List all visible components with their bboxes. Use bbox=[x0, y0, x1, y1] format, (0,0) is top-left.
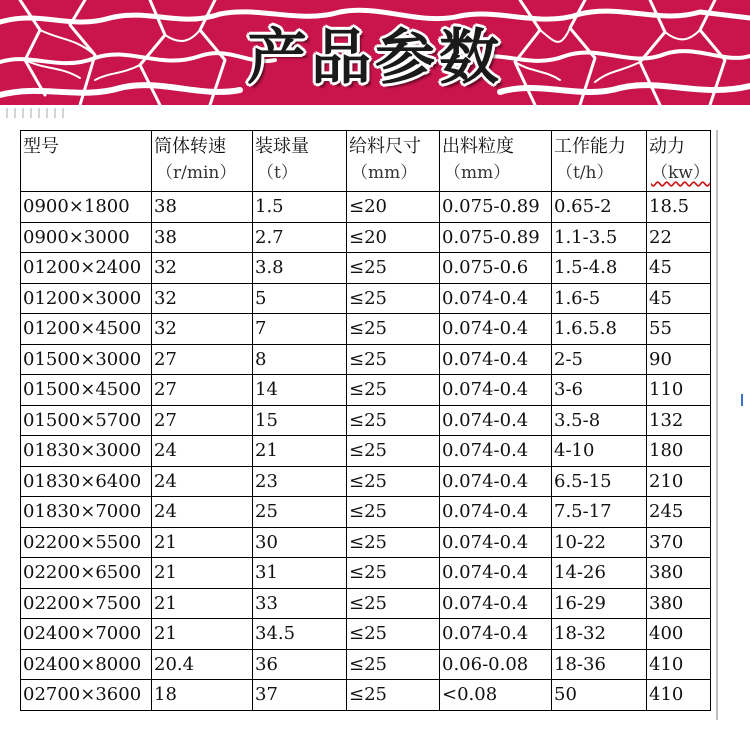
table-cell: ≤25 bbox=[347, 405, 440, 436]
table-cell: 45 bbox=[647, 283, 711, 314]
table-cell: 3.8 bbox=[253, 253, 347, 284]
table-row bbox=[21, 344, 711, 375]
table-cell: 38 bbox=[152, 222, 253, 253]
table-cell: 132 bbox=[647, 405, 711, 436]
table-cell: 27 bbox=[152, 375, 253, 406]
table-row bbox=[21, 314, 711, 345]
table-header bbox=[21, 131, 711, 192]
table-cell: 27 bbox=[152, 405, 253, 436]
table-row bbox=[21, 253, 711, 284]
table-cell: 400 bbox=[647, 619, 711, 650]
table-cell: 7.5-17 bbox=[552, 497, 647, 528]
product-parameter-table bbox=[20, 130, 711, 711]
table-row bbox=[21, 283, 711, 314]
table-cell: 18-32 bbox=[552, 619, 647, 650]
table-cell: 1.5-4.8 bbox=[552, 253, 647, 284]
table-cell: 7 bbox=[253, 314, 347, 345]
banner-title: 产品参数 bbox=[247, 22, 503, 93]
table-cell: 8 bbox=[253, 344, 347, 375]
table-cell: 02200×6500 bbox=[21, 558, 152, 589]
table-row bbox=[21, 619, 711, 650]
table-cell: 38 bbox=[152, 192, 253, 223]
table-cell: ≤25 bbox=[347, 466, 440, 497]
table-cell: 21 bbox=[152, 588, 253, 619]
table-cell: 02400×7000 bbox=[21, 619, 152, 650]
table-cell: 50 bbox=[552, 680, 647, 711]
table-cell: 5 bbox=[253, 283, 347, 314]
table-cell: 20.4 bbox=[152, 649, 253, 680]
table-cell: 0.075-0.89 bbox=[440, 192, 552, 223]
table-cell: ≤20 bbox=[347, 192, 440, 223]
table-cell: 25 bbox=[253, 497, 347, 528]
table-cell: 2.7 bbox=[253, 222, 347, 253]
col-header-capacity: 工作能力 （t/h） bbox=[552, 131, 647, 192]
table-cell: <0.08 bbox=[440, 680, 552, 711]
table-cell: 410 bbox=[647, 649, 711, 680]
table-cell: 14-26 bbox=[552, 558, 647, 589]
table-cell: 02400×8000 bbox=[21, 649, 152, 680]
table-cell: 0900×3000 bbox=[21, 222, 152, 253]
table-cell: 32 bbox=[152, 283, 253, 314]
table-cell: 24 bbox=[152, 497, 253, 528]
table-cell: ≤25 bbox=[347, 344, 440, 375]
table-cell: 3-6 bbox=[552, 375, 647, 406]
table-cell: 21 bbox=[152, 558, 253, 589]
table-cell: ≤25 bbox=[347, 436, 440, 467]
table-cell: 36 bbox=[253, 649, 347, 680]
text-cursor-mark bbox=[741, 394, 743, 406]
table-cell: ≤25 bbox=[347, 283, 440, 314]
table-cell: 21 bbox=[152, 527, 253, 558]
table-cell: 45 bbox=[647, 253, 711, 284]
table-row bbox=[21, 466, 711, 497]
table-cell: 18-36 bbox=[552, 649, 647, 680]
table-cell: 380 bbox=[647, 588, 711, 619]
table-row bbox=[21, 649, 711, 680]
table-row bbox=[21, 405, 711, 436]
table-cell: 0900×1800 bbox=[21, 192, 152, 223]
table-cell: 1.6-5 bbox=[552, 283, 647, 314]
table-cell: 380 bbox=[647, 558, 711, 589]
table-cell: ≤25 bbox=[347, 314, 440, 345]
table-cell: 1.6.5.8 bbox=[552, 314, 647, 345]
table-cell: 370 bbox=[647, 527, 711, 558]
table-cell: 02700×3600 bbox=[21, 680, 152, 711]
col-header-feed-size: 给料尺寸 （mm） bbox=[347, 131, 440, 192]
table-cell: 32 bbox=[152, 253, 253, 284]
table-cell: 0.06-0.08 bbox=[440, 649, 552, 680]
table-cell: 30 bbox=[253, 527, 347, 558]
table-cell: 0.074-0.4 bbox=[440, 436, 552, 467]
table-cell: 55 bbox=[647, 314, 711, 345]
table-cell: 180 bbox=[647, 436, 711, 467]
table-cell: 0.074-0.4 bbox=[440, 619, 552, 650]
table-cell: 31 bbox=[253, 558, 347, 589]
table-cell: 0.074-0.4 bbox=[440, 314, 552, 345]
table-cell: ≤25 bbox=[347, 649, 440, 680]
table-cell: 2-5 bbox=[552, 344, 647, 375]
table-cell: 01500×4500 bbox=[21, 375, 152, 406]
table-cell: 18.5 bbox=[647, 192, 711, 223]
table-cell: 01500×3000 bbox=[21, 344, 152, 375]
col-header-output-size: 出料粒度 （mm） bbox=[440, 131, 552, 192]
table-cell: 410 bbox=[647, 680, 711, 711]
table-cell: 0.074-0.4 bbox=[440, 283, 552, 314]
table-cell: 0.074-0.4 bbox=[440, 344, 552, 375]
table-cell: 24 bbox=[152, 436, 253, 467]
table-row bbox=[21, 222, 711, 253]
table-cell: 10-22 bbox=[552, 527, 647, 558]
table-cell: 6.5-15 bbox=[552, 466, 647, 497]
table-cell: 01200×3000 bbox=[21, 283, 152, 314]
table-cell: 22 bbox=[647, 222, 711, 253]
col-header-power: 动力 （kw） bbox=[647, 131, 711, 192]
table-cell: 34.5 bbox=[253, 619, 347, 650]
table-row bbox=[21, 527, 711, 558]
table-cell: 1.5 bbox=[253, 192, 347, 223]
table-cell: 18 bbox=[152, 680, 253, 711]
separator-line bbox=[0, 108, 750, 118]
table-cell: ≤25 bbox=[347, 253, 440, 284]
col-header-model: 型号 bbox=[21, 131, 152, 192]
table-row bbox=[21, 588, 711, 619]
table-cell: ≤25 bbox=[347, 680, 440, 711]
table-cell: 21 bbox=[253, 436, 347, 467]
table-cell: 33 bbox=[253, 588, 347, 619]
table-cell: 0.074-0.4 bbox=[440, 497, 552, 528]
table-cell: ≤25 bbox=[347, 588, 440, 619]
table-cell: 16-29 bbox=[552, 588, 647, 619]
table-cell: 0.074-0.4 bbox=[440, 375, 552, 406]
table-cell: 21 bbox=[152, 619, 253, 650]
col-header-speed: 筒体转速 （r/min） bbox=[152, 131, 253, 192]
table-cell: 15 bbox=[253, 405, 347, 436]
table-row bbox=[21, 497, 711, 528]
table-cell: 01500×5700 bbox=[21, 405, 152, 436]
banner bbox=[0, 0, 750, 105]
table-cell: 01830×3000 bbox=[21, 436, 152, 467]
table-body bbox=[21, 192, 711, 711]
table-cell: 1.1-3.5 bbox=[552, 222, 647, 253]
table-cell: 37 bbox=[253, 680, 347, 711]
table-cell: ≤25 bbox=[347, 497, 440, 528]
table-row bbox=[21, 192, 711, 223]
table-cell: 0.074-0.4 bbox=[440, 558, 552, 589]
table-cell: 0.074-0.4 bbox=[440, 588, 552, 619]
table-cell: ≤25 bbox=[347, 619, 440, 650]
table-cell: 4-10 bbox=[552, 436, 647, 467]
table-cell: 01200×2400 bbox=[21, 253, 152, 284]
table-cell: 90 bbox=[647, 344, 711, 375]
table-cell: ≤25 bbox=[347, 558, 440, 589]
table-cell: 0.075-0.6 bbox=[440, 253, 552, 284]
table-cell: 0.075-0.89 bbox=[440, 222, 552, 253]
table-cell: 14 bbox=[253, 375, 347, 406]
table-cell: 0.074-0.4 bbox=[440, 527, 552, 558]
table-cell: 02200×5500 bbox=[21, 527, 152, 558]
table-cell: ≤20 bbox=[347, 222, 440, 253]
table-cell: 23 bbox=[253, 466, 347, 497]
table-row bbox=[21, 436, 711, 467]
table-cell: 24 bbox=[152, 466, 253, 497]
table-cell: 01830×7000 bbox=[21, 497, 152, 528]
table-cell: 27 bbox=[152, 344, 253, 375]
table-row bbox=[21, 558, 711, 589]
table-cell: 32 bbox=[152, 314, 253, 345]
table-cell: 0.074-0.4 bbox=[440, 466, 552, 497]
table-row bbox=[21, 375, 711, 406]
table-cell: 110 bbox=[647, 375, 711, 406]
col-header-ball-load: 装球量 （t） bbox=[253, 131, 347, 192]
table-cell: 01200×4500 bbox=[21, 314, 152, 345]
table-cell: 245 bbox=[647, 497, 711, 528]
table-cell: 0.65-2 bbox=[552, 192, 647, 223]
page-edge-line bbox=[716, 130, 718, 720]
table-cell: ≤25 bbox=[347, 527, 440, 558]
table-cell: 01830×6400 bbox=[21, 466, 152, 497]
table-cell: 210 bbox=[647, 466, 711, 497]
table-cell: 3.5-8 bbox=[552, 405, 647, 436]
table-cell: ≤25 bbox=[347, 375, 440, 406]
table-row bbox=[21, 680, 711, 711]
table-cell: 0.074-0.4 bbox=[440, 405, 552, 436]
table-cell: 02200×7500 bbox=[21, 588, 152, 619]
